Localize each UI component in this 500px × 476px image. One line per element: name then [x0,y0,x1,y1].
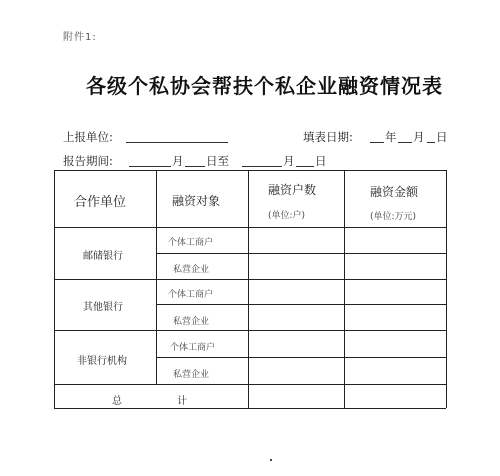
header-households-unit: (单位:户) [268,211,306,221]
period-end-day-field[interactable] [296,166,314,167]
table-group-line [54,384,446,385]
table-top-border [54,170,446,171]
header-partner: 合作单位 [74,195,127,210]
table-left-border [54,170,55,408]
period-end-month-label: 月 [283,154,295,168]
fill-date-month-field[interactable] [398,142,412,143]
period-start-month-label: 月 [172,154,184,168]
fill-date-year-label: 年 [385,130,397,144]
header-amount-unit: (单位:万元) [370,212,417,222]
partner-cell: 其他银行 [83,302,123,313]
table-col-line [156,170,157,384]
target-cell: 私营企业 [173,265,210,275]
attachment-label: 附件1: [63,32,97,43]
period-end-day-label: 日 [315,154,327,168]
table-col-line [248,170,249,408]
reporting-unit-field[interactable] [126,142,228,143]
table-row-line [156,304,446,305]
target-cell: 个体工商户 [168,238,214,248]
table-group-line [54,330,446,331]
total-label-1: 总 [112,396,122,407]
fill-date-month-label: 月 [413,130,425,144]
scan-speck [270,459,272,461]
total-label-2: 计 [177,396,187,407]
header-amount: 融资金额 [370,185,419,199]
target-cell: 个体工商户 [168,290,214,300]
page-title: 各级个私协会帮扶个私企业融资情况表 [86,74,443,98]
target-cell: 个体工商户 [170,343,216,353]
fill-date-year-field[interactable] [370,142,384,143]
reporting-unit-label: 上报单位: [63,130,113,144]
period-start-day-field[interactable] [185,166,205,167]
period-start-month-field[interactable] [129,166,171,167]
table-col-line [344,170,345,408]
period-end-month-field[interactable] [242,166,282,167]
fill-date-day-field[interactable] [427,142,435,143]
partner-cell: 非银行机构 [77,356,127,367]
header-target: 融资对象 [172,194,221,208]
table-bottom-border [54,408,446,409]
table-row-line [156,253,446,254]
target-cell: 私营企业 [173,317,210,327]
fill-date-day-label: 日 [436,130,448,144]
target-cell: 私营企业 [173,370,210,380]
table-group-line [54,279,446,280]
table-right-border [446,170,447,408]
header-households: 融资户数 [268,183,317,197]
period-start-day-label: 日至 [206,154,229,168]
fill-date-label: 填表日期: [303,130,353,144]
partner-cell: 邮储银行 [83,251,123,262]
report-period-label: 报告期间: [63,154,113,168]
table-header-border [54,227,446,228]
table-row-line [156,357,446,358]
